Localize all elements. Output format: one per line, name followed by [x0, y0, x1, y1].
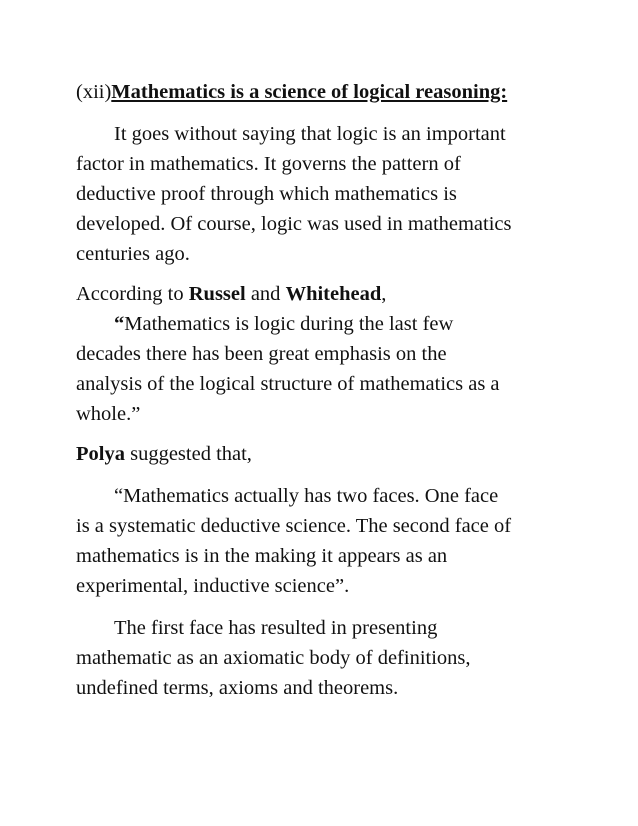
- attribution-suffix: ,: [381, 283, 387, 305]
- paragraph-line: centuries ago.: [76, 243, 190, 265]
- quote-open-mark: “: [114, 313, 125, 335]
- author-polya: Polya: [76, 443, 125, 465]
- quote-text: Mathematics is logic during the last few: [124, 313, 454, 335]
- attribution-prefix: According to: [76, 283, 189, 305]
- section-heading: [76, 82, 507, 103]
- quote-line: “Mathematics actually has two faces. One face: [114, 485, 499, 507]
- section-title: Mathematics is a science of logical reasoning:: [111, 81, 508, 103]
- attribution-suffix: suggested that,: [124, 443, 252, 465]
- quote-line: whole.”: [76, 403, 141, 425]
- paragraph-line: It goes without saying that logic is an important: [114, 123, 506, 145]
- quote-line: [114, 314, 453, 335]
- paragraph-line: deductive proof through which mathematics is: [76, 183, 457, 205]
- quote-line: decades there has been great emphasis on the: [76, 343, 447, 365]
- author-whitehead: Whitehead: [285, 283, 382, 305]
- attribution-middle: and: [245, 283, 286, 305]
- paragraph-line: developed. Of course, logic was used in mathematics: [76, 213, 512, 235]
- quote-line: analysis of the logical structure of mathematics as a: [76, 373, 500, 395]
- paragraph-line: undefined terms, axioms and theorems.: [76, 677, 399, 699]
- quote-line: experimental, inductive science”.: [76, 575, 350, 597]
- paragraph-line: mathematic as an axiomatic body of definitions,: [76, 647, 471, 669]
- author-russel: Russel: [188, 283, 246, 305]
- quote-line: is a systematic deductive science. The second face of: [76, 515, 512, 537]
- paragraph-line: factor in mathematics. It governs the pattern of: [76, 153, 461, 175]
- quote-line: mathematics is in the making it appears as an: [76, 545, 448, 567]
- paragraph-line: The first face has resulted in presenting: [114, 617, 438, 639]
- attribution-russel-whitehead: [76, 284, 386, 305]
- section-number: (xii): [76, 81, 112, 103]
- attribution-polya: [76, 444, 252, 465]
